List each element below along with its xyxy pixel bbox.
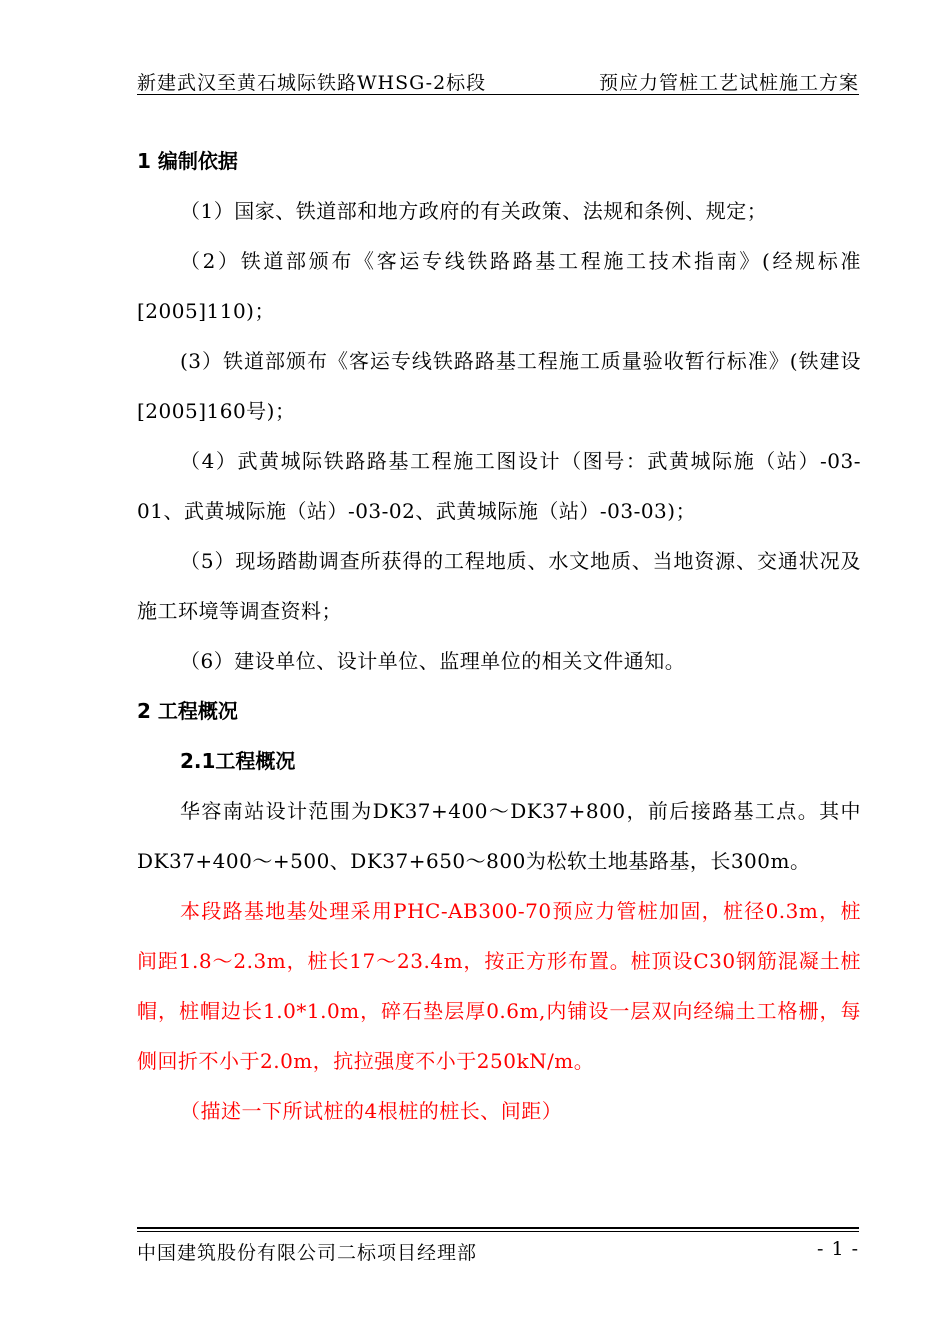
- section-1-heading: 1 编制依据: [137, 149, 238, 173]
- footer-divider-thin: [137, 1231, 859, 1232]
- basis-item-2: （2）铁道部颁布《客运专线铁路路基工程施工技术指南》(经规标准[2005]110)；: [137, 249, 861, 323]
- page-header: [137, 64, 859, 95]
- page-number: - 1 -: [816, 1238, 859, 1260]
- test-pile-note: （描述一下所试桩的4根桩的桩长、间距）: [180, 1099, 563, 1123]
- basis-item-5: （5）现场踏勘调查所获得的工程地质、水文地质、当地资源、交通状况及施工环境等调查资料；: [137, 549, 861, 623]
- basis-item-1: （1）国家、铁道部和地方政府的有关政策、法规和条例、规定；: [180, 199, 768, 223]
- overview-paragraph: 华容南站设计范围为DK37+400～DK37+800，前后接路基工点。其中DK37+400～+500、DK37+650～800为松软土地基路基，长300m。: [137, 799, 861, 873]
- section-2-heading: 2 工程概况: [137, 699, 238, 723]
- section-2-1-heading: 2.1工程概况: [180, 749, 296, 773]
- document-body: [137, 136, 861, 1136]
- basis-item-4: （4）武黄城际铁路路基工程施工图设计（图号：武黄城际施（站）-03-01、武黄城际施（站）-03-02、武黄城际施（站）-03-03)；: [137, 449, 861, 523]
- header-document-title: 预应力管桩工艺试桩施工方案: [598, 72, 859, 94]
- footer-company-name: 中国建筑股份有限公司二标项目经理部: [137, 1242, 478, 1264]
- basis-item-3: (3）铁道部颁布《客运专线铁路路基工程施工质量验收暂行标准》(铁建设[2005]160号)；: [137, 349, 861, 423]
- foundation-treatment-paragraph: 本段路基地基处理采用PHC-AB300-70预应力管桩加固，桩径0.3m，桩间距1.8～2.3m，桩长17～23.4m，按正方形布置。桩顶设C30钢筋混凝土桩帽，桩帽边长1.0*1.0m，碎石垫层厚0.6m,内铺设一层双向经编土工格栅，每侧回折不小于2.0m，抗拉强度不小于250kN/m。: [137, 899, 861, 1073]
- basis-item-6: （6）建设单位、设计单位、监理单位的相关文件通知。: [180, 649, 686, 673]
- footer-divider-thick: [137, 1227, 859, 1229]
- header-project-name: 新建武汉至黄石城际铁路WHSG-2标段: [137, 72, 487, 94]
